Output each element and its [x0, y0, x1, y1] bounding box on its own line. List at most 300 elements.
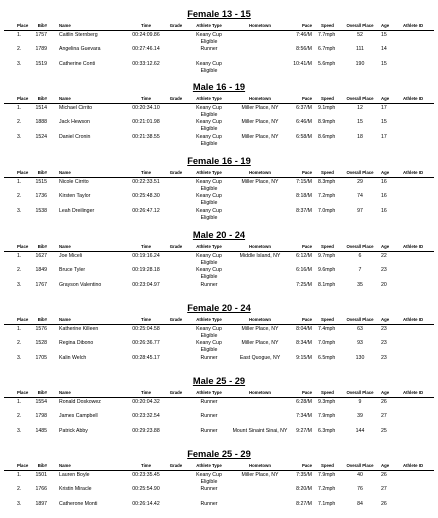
- cell-place: 1.: [17, 105, 22, 111]
- cell-speed: 6.3mph: [318, 428, 336, 434]
- table-row: [0, 193, 438, 209]
- column-header-time: Time: [141, 317, 151, 322]
- cell-name: Kirsten Taylor: [59, 193, 91, 199]
- column-header-type: Athlete Type: [196, 463, 222, 468]
- cell-overall: 9: [358, 399, 362, 405]
- table-row: [0, 413, 438, 429]
- cell-speed: 7.9mph: [318, 413, 336, 419]
- cell-overall: 40: [357, 472, 363, 478]
- cell-pace: 7:15/M: [296, 179, 312, 185]
- cell-pace: 8:27/M: [296, 501, 312, 507]
- column-header-grade: Grade: [169, 317, 183, 322]
- cell-bib: 1897: [35, 501, 47, 507]
- column-header-bib: Bib#: [37, 317, 47, 322]
- cell-bib: 1789: [35, 46, 47, 52]
- cell-name: Kalin Welch: [59, 355, 87, 361]
- cell-hometown: Middle Island, NY: [239, 253, 281, 259]
- column-header-time: Time: [141, 170, 151, 175]
- column-header-age: Age: [381, 317, 390, 322]
- column-header-type: Athlete Type: [196, 317, 222, 322]
- column-header-grade: Grade: [169, 244, 183, 249]
- cell-time: 00:22:33.51: [132, 179, 160, 185]
- column-header-age: Age: [381, 390, 390, 395]
- cell-name: Catherone Monti: [59, 501, 98, 507]
- cell-type: Keany Cup Eligible: [196, 472, 222, 485]
- cell-type: Runner: [200, 282, 218, 288]
- cell-bib: 1528: [35, 340, 47, 346]
- cell-overall: 130: [355, 355, 365, 361]
- column-header-aid: Athlete ID: [403, 390, 424, 395]
- cell-pace: 6:12/M: [296, 253, 312, 259]
- cell-bib: 1524: [35, 134, 47, 140]
- column-header-aid: Athlete ID: [403, 463, 424, 468]
- cell-hometown: Miller Place, NY: [241, 179, 279, 185]
- section-title: [0, 81, 438, 93]
- cell-hometown: Miller Place, NY: [241, 326, 279, 332]
- cell-overall: 29: [357, 179, 363, 185]
- cell-bib: 1554: [35, 399, 47, 405]
- cell-pace: 9:27/M: [296, 428, 312, 434]
- cell-type: Keany Cup Eligible: [196, 326, 222, 339]
- cell-bib: 1849: [35, 267, 47, 273]
- cell-pace: 6:58/M: [296, 134, 312, 140]
- column-header-row: [0, 462, 438, 470]
- cell-pace: 7:34/M: [296, 413, 312, 419]
- column-header-row: [0, 95, 438, 103]
- results-section: [0, 229, 438, 299]
- table-row: [0, 486, 438, 502]
- cell-pace: 7:25/M: [296, 282, 312, 288]
- cell-age: 26: [381, 399, 387, 405]
- cell-pace: 8:56/M: [296, 46, 312, 52]
- cell-speed: 7.0mph: [318, 208, 336, 214]
- cell-pace: 8:34/M: [296, 340, 312, 346]
- cell-type: Keany Cup Eligible: [196, 61, 222, 74]
- column-header-pace: Pace: [301, 170, 312, 175]
- cell-time: 00:26:47.12: [132, 208, 160, 214]
- cell-overall: 97: [357, 208, 363, 214]
- cell-place: 3.: [17, 282, 22, 288]
- header-divider: [4, 324, 434, 325]
- cell-bib: 1757: [35, 32, 47, 38]
- cell-time: 00:19:16.24: [132, 253, 160, 259]
- cell-name: Kristin Miracle: [59, 486, 92, 492]
- results-section: [0, 375, 438, 445]
- cell-speed: 7.2mph: [318, 193, 336, 199]
- cell-type: Runner: [200, 413, 218, 419]
- cell-speed: 8.1mph: [318, 282, 336, 288]
- cell-bib: 1766: [35, 486, 47, 492]
- header-divider: [4, 251, 434, 252]
- cell-time: 00:29:23.88: [132, 428, 160, 434]
- cell-name: Patrick Abby: [59, 428, 88, 434]
- cell-age: 16: [381, 193, 387, 199]
- cell-speed: 9.3mph: [318, 399, 336, 405]
- cell-pace: 7:35/M: [296, 472, 312, 478]
- section-title: [0, 229, 438, 241]
- section-title-text: Male 25 - 29: [192, 376, 246, 386]
- column-header-speed: Speed: [321, 390, 334, 395]
- cell-time: 00:23:32.54: [132, 413, 160, 419]
- cell-speed: 7.2mph: [318, 486, 336, 492]
- results-section: [0, 81, 438, 151]
- cell-name: Lauren Boyle: [59, 472, 90, 478]
- column-header-pace: Pace: [301, 317, 312, 322]
- table-row: [0, 46, 438, 62]
- table-row: [0, 134, 438, 150]
- cell-name: Joe Miceli: [59, 253, 83, 259]
- cell-hometown: East Quogue, NY: [239, 355, 281, 361]
- column-header-grade: Grade: [169, 170, 183, 175]
- section-title-text: Female 16 - 19: [187, 156, 251, 166]
- cell-pace: 8:04/M: [296, 326, 312, 332]
- cell-bib: 1888: [35, 119, 47, 125]
- cell-speed: 6.7mph: [318, 46, 336, 52]
- cell-speed: 6.5mph: [318, 355, 336, 361]
- cell-time: 00:21:01.98: [132, 119, 160, 125]
- column-header-overall: Overall Place: [346, 23, 374, 28]
- column-header-type: Athlete Type: [196, 390, 222, 395]
- cell-place: 1.: [17, 472, 22, 478]
- cell-time: 00:23:35.45: [132, 472, 160, 478]
- column-header-speed: Speed: [321, 317, 334, 322]
- cell-time: 00:20:04.32: [132, 399, 160, 405]
- cell-pace: 8:37/M: [296, 208, 312, 214]
- header-divider: [4, 177, 434, 178]
- cell-place: 2.: [17, 119, 22, 125]
- table-row: [0, 340, 438, 356]
- cell-place: 2.: [17, 193, 22, 199]
- cell-bib: 1736: [35, 193, 47, 199]
- column-header-grade: Grade: [169, 23, 183, 28]
- cell-name: Angelina Guevara: [59, 46, 101, 52]
- cell-name: Caitlin Sternberg: [59, 32, 98, 38]
- cell-name: Regina Dibono: [59, 340, 94, 346]
- column-header-type: Athlete Type: [196, 23, 222, 28]
- section-title: [0, 8, 438, 20]
- cell-name: Bruce Tyler: [59, 267, 86, 273]
- cell-place: 2.: [17, 340, 22, 346]
- cell-overall: 35: [357, 282, 363, 288]
- column-header-time: Time: [141, 244, 151, 249]
- cell-name: Ronald Doskowez: [59, 399, 101, 405]
- cell-age: 26: [381, 501, 387, 507]
- cell-age: 15: [381, 119, 387, 125]
- column-header-place: Place: [17, 390, 29, 395]
- column-header-type: Athlete Type: [196, 170, 222, 175]
- column-header-time: Time: [141, 96, 151, 101]
- column-header-pace: Pace: [301, 463, 312, 468]
- cell-type: Keany Cup Eligible: [196, 253, 222, 266]
- table-row: [0, 355, 438, 371]
- cell-age: 17: [381, 134, 387, 140]
- cell-pace: 10:41/M: [293, 61, 312, 67]
- column-header-overall: Overall Place: [346, 244, 374, 249]
- cell-speed: 5.6mph: [318, 61, 336, 67]
- cell-age: 25: [381, 428, 387, 434]
- cell-place: 3.: [17, 355, 22, 361]
- section-title-text: Male 20 - 24: [192, 230, 246, 240]
- cell-pace: 6:16/M: [296, 267, 312, 273]
- cell-hometown: Miller Place, NY: [241, 340, 279, 346]
- column-header-place: Place: [17, 170, 29, 175]
- section-title-text: Male 16 - 19: [192, 82, 246, 92]
- cell-bib: 1705: [35, 355, 47, 361]
- cell-type: Runner: [200, 399, 218, 405]
- cell-time: 00:26:14.42: [132, 501, 160, 507]
- cell-bib: 1519: [35, 61, 47, 67]
- cell-place: 2.: [17, 46, 22, 52]
- cell-name: Leah Dreilinger: [59, 208, 95, 214]
- column-header-row: [0, 389, 438, 397]
- column-header-place: Place: [17, 463, 29, 468]
- section-title: [0, 448, 438, 460]
- column-header-speed: Speed: [321, 23, 334, 28]
- cell-speed: 7.0mph: [318, 340, 336, 346]
- table-row: [0, 501, 438, 517]
- header-divider: [4, 470, 434, 471]
- section-title: [0, 302, 438, 314]
- column-header-pace: Pace: [301, 390, 312, 395]
- results-section: [0, 155, 438, 225]
- column-header-pace: Pace: [301, 244, 312, 249]
- cell-pace: 7:46/M: [296, 32, 312, 38]
- cell-speed: 9.1mph: [318, 105, 336, 111]
- cell-speed: 9.7mph: [318, 253, 336, 259]
- cell-place: 1.: [17, 326, 22, 332]
- cell-overall: 93: [357, 340, 363, 346]
- cell-time: 00:26:36.77: [132, 340, 160, 346]
- cell-place: 3.: [17, 428, 22, 434]
- cell-speed: 8.6mph: [318, 134, 336, 140]
- cell-name: Michael Cirrito: [59, 105, 93, 111]
- cell-overall: 74: [357, 193, 363, 199]
- column-header-overall: Overall Place: [346, 170, 374, 175]
- cell-type: Runner: [200, 46, 218, 52]
- cell-speed: 8.9mph: [318, 119, 336, 125]
- cell-speed: 7.1mph: [318, 501, 336, 507]
- cell-time: 00:25:04.58: [132, 326, 160, 332]
- column-header-grade: Grade: [169, 96, 183, 101]
- cell-pace: 8:20/M: [296, 486, 312, 492]
- cell-name: Nicole Cirrito: [59, 179, 89, 185]
- column-header-overall: Overall Place: [346, 463, 374, 468]
- cell-place: 2.: [17, 413, 22, 419]
- cell-time: 00:27:46.14: [132, 46, 160, 52]
- cell-name: James Campbell: [59, 413, 98, 419]
- header-divider: [4, 397, 434, 398]
- cell-time: 00:25:54.90: [132, 486, 160, 492]
- cell-name: Daniel Cronin: [59, 134, 91, 140]
- cell-place: 3.: [17, 134, 22, 140]
- column-header-name: Name: [59, 390, 71, 395]
- results-section: [0, 8, 438, 78]
- cell-age: 27: [381, 413, 387, 419]
- cell-overall: 84: [357, 501, 363, 507]
- table-row: [0, 119, 438, 135]
- cell-bib: 1514: [35, 105, 47, 111]
- cell-place: 3.: [17, 61, 22, 67]
- cell-overall: 12: [357, 105, 363, 111]
- cell-overall: 6: [358, 253, 362, 259]
- cell-hometown: Mount Sinaint Sinai, NY: [232, 428, 288, 434]
- column-header-name: Name: [59, 317, 71, 322]
- cell-age: 26: [381, 472, 387, 478]
- cell-hometown: Miller Place, NY: [241, 119, 279, 125]
- column-header-bib: Bib#: [37, 244, 47, 249]
- section-title: [0, 155, 438, 167]
- column-header-hometown: Hometown: [249, 96, 271, 101]
- column-header-row: [0, 22, 438, 30]
- cell-bib: 1767: [35, 282, 47, 288]
- column-header-hometown: Hometown: [249, 244, 271, 249]
- column-header-bib: Bib#: [37, 463, 47, 468]
- column-header-age: Age: [381, 23, 390, 28]
- column-header-age: Age: [381, 244, 390, 249]
- column-header-hometown: Hometown: [249, 317, 271, 322]
- cell-time: 00:23:04.97: [132, 282, 160, 288]
- cell-bib: 1485: [35, 428, 47, 434]
- column-header-row: [0, 243, 438, 251]
- cell-age: 15: [381, 32, 387, 38]
- cell-type: Keany Cup Eligible: [196, 340, 222, 353]
- cell-name: Catherine Conti: [59, 61, 96, 67]
- column-header-age: Age: [381, 96, 390, 101]
- cell-age: 23: [381, 326, 387, 332]
- cell-overall: 144: [355, 428, 365, 434]
- cell-time: 00:25:48.30: [132, 193, 160, 199]
- column-header-age: Age: [381, 463, 390, 468]
- column-header-place: Place: [17, 96, 29, 101]
- cell-overall: 39: [357, 413, 363, 419]
- cell-age: 23: [381, 340, 387, 346]
- table-row: [0, 282, 438, 298]
- cell-bib: 1798: [35, 413, 47, 419]
- cell-age: 16: [381, 179, 387, 185]
- cell-type: Runner: [200, 355, 218, 361]
- column-header-hometown: Hometown: [249, 463, 271, 468]
- cell-time: 00:21:38.55: [132, 134, 160, 140]
- table-row: [0, 267, 438, 283]
- cell-bib: 1515: [35, 179, 47, 185]
- cell-overall: 63: [357, 326, 363, 332]
- column-header-row: [0, 169, 438, 177]
- column-header-place: Place: [17, 244, 29, 249]
- column-header-name: Name: [59, 23, 71, 28]
- cell-name: Grayson Valentino: [59, 282, 102, 288]
- column-header-overall: Overall Place: [346, 317, 374, 322]
- column-header-aid: Athlete ID: [403, 317, 424, 322]
- cell-age: 23: [381, 355, 387, 361]
- cell-place: 1.: [17, 253, 22, 259]
- cell-bib: 1538: [35, 208, 47, 214]
- cell-time: 00:20:34.10: [132, 105, 160, 111]
- cell-type: Keany Cup Eligible: [196, 32, 222, 45]
- column-header-overall: Overall Place: [346, 96, 374, 101]
- cell-type: Runner: [200, 428, 218, 434]
- column-header-bib: Bib#: [37, 390, 47, 395]
- column-header-aid: Athlete ID: [403, 23, 424, 28]
- cell-pace: 8:18/M: [296, 193, 312, 199]
- results-section: [0, 448, 438, 518]
- column-header-type: Athlete Type: [196, 96, 222, 101]
- column-header-name: Name: [59, 463, 71, 468]
- column-header-hometown: Hometown: [249, 170, 271, 175]
- cell-bib: 1501: [35, 472, 47, 478]
- header-divider: [4, 30, 434, 31]
- cell-overall: 7: [358, 267, 362, 273]
- cell-hometown: Miller Place, NY: [241, 134, 279, 140]
- column-header-hometown: Hometown: [249, 23, 271, 28]
- cell-place: 2.: [17, 486, 22, 492]
- column-header-bib: Bib#: [37, 96, 47, 101]
- cell-type: Keany Cup Eligible: [196, 119, 222, 132]
- cell-place: 3.: [17, 208, 22, 214]
- column-header-name: Name: [59, 244, 71, 249]
- table-row: [0, 208, 438, 224]
- column-header-name: Name: [59, 170, 71, 175]
- section-title: [0, 375, 438, 387]
- column-header-speed: Speed: [321, 463, 334, 468]
- cell-type: Runner: [200, 486, 218, 492]
- column-header-hometown: Hometown: [249, 390, 271, 395]
- cell-hometown: Miller Place, NY: [241, 472, 279, 478]
- cell-place: 2.: [17, 267, 22, 273]
- cell-type: Keany Cup Eligible: [196, 179, 222, 192]
- cell-time: 00:33:12.62: [132, 61, 160, 67]
- cell-time: 00:28:45.17: [132, 355, 160, 361]
- column-header-grade: Grade: [169, 390, 183, 395]
- column-header-aid: Athlete ID: [403, 170, 424, 175]
- cell-overall: 15: [357, 119, 363, 125]
- cell-place: 1.: [17, 32, 22, 38]
- cell-speed: 8.3mph: [318, 179, 336, 185]
- cell-type: Keany Cup Eligible: [196, 134, 222, 147]
- cell-age: 22: [381, 253, 387, 259]
- column-header-aid: Athlete ID: [403, 96, 424, 101]
- section-title-text: Female 13 - 15: [187, 9, 251, 19]
- column-header-pace: Pace: [301, 23, 312, 28]
- column-header-time: Time: [141, 23, 151, 28]
- cell-type: Keany Cup Eligible: [196, 193, 222, 206]
- cell-time: 00:24:09.86: [132, 32, 160, 38]
- column-header-overall: Overall Place: [346, 390, 374, 395]
- cell-time: 00:19:28.18: [132, 267, 160, 273]
- cell-type: Runner: [200, 501, 218, 507]
- cell-age: 17: [381, 105, 387, 111]
- results-section: [0, 302, 438, 372]
- cell-name: Katherine Killeen: [59, 326, 99, 332]
- cell-type: Keany Cup Eligible: [196, 105, 222, 118]
- section-title-text: Female 20 - 24: [187, 303, 251, 313]
- cell-type: Keany Cup Eligible: [196, 208, 222, 221]
- cell-place: 1.: [17, 399, 22, 405]
- cell-place: 3.: [17, 501, 22, 507]
- cell-age: 15: [381, 61, 387, 67]
- column-header-name: Name: [59, 96, 71, 101]
- cell-overall: 76: [357, 486, 363, 492]
- column-header-place: Place: [17, 23, 29, 28]
- table-row: [0, 428, 438, 444]
- column-header-row: [0, 316, 438, 324]
- cell-bib: 1627: [35, 253, 47, 259]
- column-header-grade: Grade: [169, 463, 183, 468]
- cell-age: 23: [381, 267, 387, 273]
- cell-age: 20: [381, 282, 387, 288]
- column-header-speed: Speed: [321, 244, 334, 249]
- cell-pace: 6:46/M: [296, 119, 312, 125]
- column-header-age: Age: [381, 170, 390, 175]
